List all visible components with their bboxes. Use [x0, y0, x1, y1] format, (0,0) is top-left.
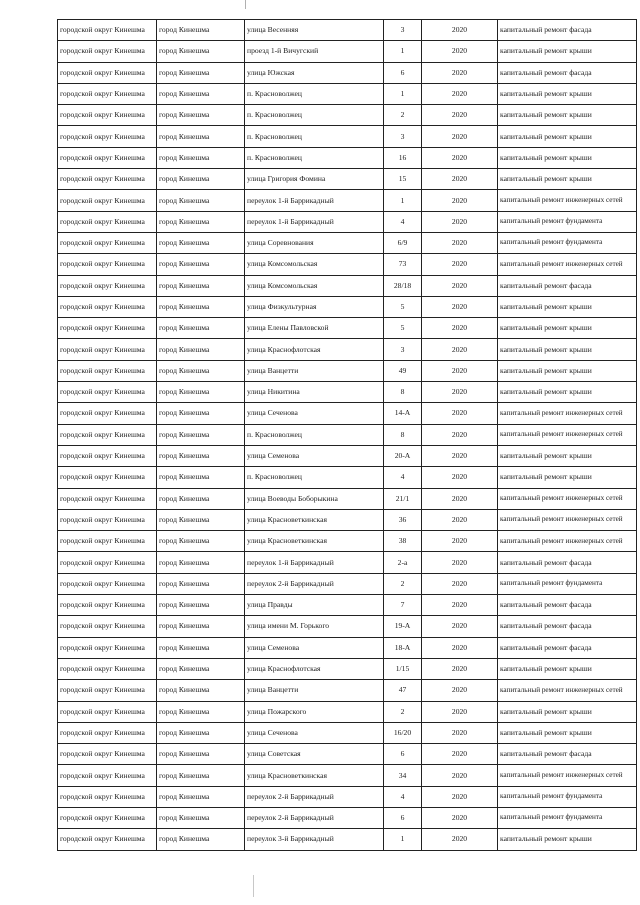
district-cell: городской округ Кинешма: [58, 169, 157, 190]
city-cell: город Кинешма: [157, 595, 245, 616]
work-type-cell: капитальный ремонт крыши: [498, 829, 637, 850]
house-number-cell: 6: [384, 744, 422, 765]
district-cell: городской округ Кинешма: [58, 360, 157, 381]
year-cell: 2020: [422, 807, 498, 828]
work-type-cell: капитальный ремонт крыши: [498, 339, 637, 360]
district-cell: городской округ Кинешма: [58, 488, 157, 509]
work-type-cell: капитальный ремонт крыши: [498, 658, 637, 679]
year-cell: 2020: [422, 83, 498, 104]
district-cell: городской округ Кинешма: [58, 637, 157, 658]
district-cell: городской округ Кинешма: [58, 382, 157, 403]
city-cell: город Кинешма: [157, 211, 245, 232]
work-type-cell: капитальный ремонт инженерных сетей: [498, 765, 637, 786]
work-type-cell: капитальный ремонт крыши: [498, 296, 637, 317]
district-cell: городской округ Кинешма: [58, 786, 157, 807]
house-number-cell: 4: [384, 211, 422, 232]
house-number-cell: 38: [384, 531, 422, 552]
district-cell: городской округ Кинешма: [58, 552, 157, 573]
table-row: [58, 147, 637, 168]
year-cell: 2020: [422, 509, 498, 530]
district-cell: городской округ Кинешма: [58, 573, 157, 594]
city-cell: город Кинешма: [157, 318, 245, 339]
scan-mark-bottom: [253, 875, 254, 897]
city-cell: город Кинешма: [157, 807, 245, 828]
street-cell: улица Ванцетти: [245, 360, 384, 381]
district-cell: городской округ Кинешма: [58, 147, 157, 168]
city-cell: город Кинешма: [157, 20, 245, 41]
year-cell: 2020: [422, 722, 498, 743]
city-cell: город Кинешма: [157, 232, 245, 253]
city-cell: город Кинешма: [157, 467, 245, 488]
work-type-cell: капитальный ремонт крыши: [498, 445, 637, 466]
street-cell: улица Ванцетти: [245, 680, 384, 701]
house-number-cell: 6: [384, 62, 422, 83]
city-cell: город Кинешма: [157, 488, 245, 509]
work-type-cell: капитальный ремонт инженерных сетей: [498, 509, 637, 530]
street-cell: переулок 1-й Баррикадный: [245, 552, 384, 573]
district-cell: городской округ Кинешма: [58, 126, 157, 147]
year-cell: 2020: [422, 680, 498, 701]
year-cell: 2020: [422, 254, 498, 275]
city-cell: город Кинешма: [157, 573, 245, 594]
year-cell: 2020: [422, 275, 498, 296]
district-cell: городской округ Кинешма: [58, 509, 157, 530]
house-number-cell: 2: [384, 701, 422, 722]
district-cell: городской округ Кинешма: [58, 467, 157, 488]
work-type-cell: капитальный ремонт инженерных сетей: [498, 190, 637, 211]
city-cell: город Кинешма: [157, 531, 245, 552]
table-row: [58, 126, 637, 147]
house-number-cell: 2: [384, 105, 422, 126]
work-type-cell: капитальный ремонт крыши: [498, 41, 637, 62]
work-type-cell: капитальный ремонт фундамента: [498, 211, 637, 232]
work-type-cell: капитальный ремонт инженерных сетей: [498, 424, 637, 445]
street-cell: улица Краснофлотская: [245, 339, 384, 360]
work-type-cell: капитальный ремонт фасада: [498, 20, 637, 41]
house-number-cell: 6: [384, 807, 422, 828]
district-cell: городской округ Кинешма: [58, 424, 157, 445]
house-number-cell: 16: [384, 147, 422, 168]
table-row: [58, 701, 637, 722]
house-number-cell: 1: [384, 829, 422, 850]
house-number-cell: 2-а: [384, 552, 422, 573]
house-number-cell: 4: [384, 786, 422, 807]
year-cell: 2020: [422, 488, 498, 509]
table-row: [58, 744, 637, 765]
year-cell: 2020: [422, 318, 498, 339]
city-cell: город Кинешма: [157, 275, 245, 296]
table-row: [58, 595, 637, 616]
house-number-cell: 34: [384, 765, 422, 786]
house-number-cell: 47: [384, 680, 422, 701]
table-row: [58, 765, 637, 786]
city-cell: город Кинешма: [157, 786, 245, 807]
table-row: [58, 531, 637, 552]
district-cell: городской округ Кинешма: [58, 403, 157, 424]
year-cell: 2020: [422, 147, 498, 168]
table-row: [58, 488, 637, 509]
street-cell: улица имени М. Горького: [245, 616, 384, 637]
street-cell: улица Весенняя: [245, 20, 384, 41]
city-cell: город Кинешма: [157, 765, 245, 786]
house-number-cell: 5: [384, 296, 422, 317]
house-number-cell: 2: [384, 573, 422, 594]
street-cell: п. Красноволжец: [245, 105, 384, 126]
table-row: [58, 573, 637, 594]
district-cell: городской округ Кинешма: [58, 829, 157, 850]
house-number-cell: 15: [384, 169, 422, 190]
work-type-cell: капитальный ремонт фасада: [498, 552, 637, 573]
house-number-cell: 8: [384, 424, 422, 445]
work-type-cell: капитальный ремонт инженерных сетей: [498, 403, 637, 424]
year-cell: 2020: [422, 190, 498, 211]
street-cell: улица Никитина: [245, 382, 384, 403]
district-cell: городской округ Кинешма: [58, 275, 157, 296]
year-cell: 2020: [422, 744, 498, 765]
city-cell: город Кинешма: [157, 126, 245, 147]
city-cell: город Кинешма: [157, 509, 245, 530]
year-cell: 2020: [422, 169, 498, 190]
registry-table-body: [58, 20, 637, 851]
work-type-cell: капитальный ремонт фасада: [498, 595, 637, 616]
house-number-cell: 1/15: [384, 658, 422, 679]
house-number-cell: 20-А: [384, 445, 422, 466]
street-cell: п. Красноволжец: [245, 147, 384, 168]
table-row: [58, 62, 637, 83]
district-cell: городской округ Кинешма: [58, 254, 157, 275]
year-cell: 2020: [422, 786, 498, 807]
year-cell: 2020: [422, 41, 498, 62]
street-cell: переулок 3-й Баррикадный: [245, 829, 384, 850]
district-cell: городской округ Кинешма: [58, 722, 157, 743]
district-cell: городской округ Кинешма: [58, 105, 157, 126]
year-cell: 2020: [422, 403, 498, 424]
city-cell: город Кинешма: [157, 424, 245, 445]
work-type-cell: капитальный ремонт фасада: [498, 62, 637, 83]
district-cell: городской округ Кинешма: [58, 680, 157, 701]
street-cell: улица Красноветкинская: [245, 509, 384, 530]
house-number-cell: 1: [384, 41, 422, 62]
district-cell: городской округ Кинешма: [58, 211, 157, 232]
street-cell: улица Комсомольская: [245, 254, 384, 275]
city-cell: город Кинешма: [157, 339, 245, 360]
work-type-cell: капитальный ремонт крыши: [498, 147, 637, 168]
street-cell: переулок 2-й Баррикадный: [245, 573, 384, 594]
city-cell: город Кинешма: [157, 616, 245, 637]
district-cell: городской округ Кинешма: [58, 595, 157, 616]
table-row: [58, 318, 637, 339]
house-number-cell: 8: [384, 382, 422, 403]
house-number-cell: 5: [384, 318, 422, 339]
city-cell: город Кинешма: [157, 552, 245, 573]
city-cell: город Кинешма: [157, 105, 245, 126]
city-cell: город Кинешма: [157, 296, 245, 317]
table-row: [58, 445, 637, 466]
street-cell: переулок 2-й Баррикадный: [245, 786, 384, 807]
table-row: [58, 105, 637, 126]
house-number-cell: 16/20: [384, 722, 422, 743]
work-type-cell: капитальный ремонт крыши: [498, 382, 637, 403]
street-cell: переулок 1-й Баррикадный: [245, 190, 384, 211]
table-row: [58, 786, 637, 807]
table-row: [58, 722, 637, 743]
work-type-cell: капитальный ремонт инженерных сетей: [498, 488, 637, 509]
district-cell: городской округ Кинешма: [58, 701, 157, 722]
district-cell: городской округ Кинешма: [58, 445, 157, 466]
city-cell: город Кинешма: [157, 360, 245, 381]
table-row: [58, 232, 637, 253]
work-type-cell: капитальный ремонт крыши: [498, 83, 637, 104]
table-row: [58, 20, 637, 41]
year-cell: 2020: [422, 232, 498, 253]
year-cell: 2020: [422, 765, 498, 786]
work-type-cell: капитальный ремонт крыши: [498, 105, 637, 126]
city-cell: город Кинешма: [157, 147, 245, 168]
table-row: [58, 680, 637, 701]
house-number-cell: 1: [384, 190, 422, 211]
year-cell: 2020: [422, 62, 498, 83]
district-cell: городской округ Кинешма: [58, 658, 157, 679]
work-type-cell: капитальный ремонт инженерных сетей: [498, 254, 637, 275]
house-number-cell: 4: [384, 467, 422, 488]
street-cell: улица Воеводы Боборыкина: [245, 488, 384, 509]
street-cell: п. Красноволжец: [245, 424, 384, 445]
work-type-cell: капитальный ремонт фасада: [498, 744, 637, 765]
city-cell: город Кинешма: [157, 62, 245, 83]
table-row: [58, 807, 637, 828]
work-type-cell: капитальный ремонт крыши: [498, 169, 637, 190]
district-cell: городской округ Кинешма: [58, 807, 157, 828]
work-type-cell: капитальный ремонт фасада: [498, 637, 637, 658]
table-row: [58, 254, 637, 275]
house-number-cell: 49: [384, 360, 422, 381]
city-cell: город Кинешма: [157, 829, 245, 850]
year-cell: 2020: [422, 658, 498, 679]
table-row: [58, 616, 637, 637]
street-cell: улица Комсомольская: [245, 275, 384, 296]
district-cell: городской округ Кинешма: [58, 62, 157, 83]
scan-mark-top: [245, 0, 246, 9]
house-number-cell: 28/18: [384, 275, 422, 296]
work-type-cell: капитальный ремонт фундамента: [498, 232, 637, 253]
street-cell: улица Красноветкинская: [245, 531, 384, 552]
street-cell: улица Семенова: [245, 445, 384, 466]
year-cell: 2020: [422, 382, 498, 403]
table-row: [58, 829, 637, 850]
work-type-cell: капитальный ремонт крыши: [498, 318, 637, 339]
year-cell: 2020: [422, 360, 498, 381]
work-type-cell: капитальный ремонт крыши: [498, 722, 637, 743]
district-cell: городской округ Кинешма: [58, 41, 157, 62]
street-cell: улица Советская: [245, 744, 384, 765]
district-cell: городской округ Кинешма: [58, 744, 157, 765]
house-number-cell: 7: [384, 595, 422, 616]
year-cell: 2020: [422, 445, 498, 466]
street-cell: п. Красноволжец: [245, 467, 384, 488]
year-cell: 2020: [422, 296, 498, 317]
repair-registry-table: [57, 19, 637, 851]
table-row: [58, 296, 637, 317]
work-type-cell: капитальный ремонт крыши: [498, 701, 637, 722]
city-cell: город Кинешма: [157, 680, 245, 701]
table-row: [58, 658, 637, 679]
table-row: [58, 403, 637, 424]
house-number-cell: 3: [384, 126, 422, 147]
city-cell: город Кинешма: [157, 744, 245, 765]
city-cell: город Кинешма: [157, 722, 245, 743]
city-cell: город Кинешма: [157, 83, 245, 104]
street-cell: п. Красноволжец: [245, 126, 384, 147]
table-row: [58, 637, 637, 658]
street-cell: улица Южская: [245, 62, 384, 83]
work-type-cell: капитальный ремонт крыши: [498, 360, 637, 381]
city-cell: город Кинешма: [157, 637, 245, 658]
street-cell: переулок 1-й Баррикадный: [245, 211, 384, 232]
year-cell: 2020: [422, 637, 498, 658]
street-cell: улица Красноветкинская: [245, 765, 384, 786]
city-cell: город Кинешма: [157, 169, 245, 190]
table-row: [58, 552, 637, 573]
year-cell: 2020: [422, 126, 498, 147]
district-cell: городской округ Кинешма: [58, 296, 157, 317]
year-cell: 2020: [422, 339, 498, 360]
year-cell: 2020: [422, 573, 498, 594]
district-cell: городской округ Кинешма: [58, 339, 157, 360]
table-row: [58, 169, 637, 190]
year-cell: 2020: [422, 20, 498, 41]
year-cell: 2020: [422, 829, 498, 850]
city-cell: город Кинешма: [157, 445, 245, 466]
house-number-cell: 18-А: [384, 637, 422, 658]
table-row: [58, 190, 637, 211]
house-number-cell: 14-А: [384, 403, 422, 424]
table-row: [58, 275, 637, 296]
table-row: [58, 360, 637, 381]
year-cell: 2020: [422, 211, 498, 232]
table-row: [58, 424, 637, 445]
table-row: [58, 41, 637, 62]
house-number-cell: 1: [384, 83, 422, 104]
table-row: [58, 467, 637, 488]
work-type-cell: капитальный ремонт инженерных сетей: [498, 531, 637, 552]
year-cell: 2020: [422, 467, 498, 488]
city-cell: город Кинешма: [157, 41, 245, 62]
street-cell: улица Физкультурная: [245, 296, 384, 317]
district-cell: городской округ Кинешма: [58, 190, 157, 211]
table-row: [58, 509, 637, 530]
house-number-cell: 21/1: [384, 488, 422, 509]
city-cell: город Кинешма: [157, 658, 245, 679]
street-cell: улица Краснофлотская: [245, 658, 384, 679]
street-cell: проезд 1-й Вичугский: [245, 41, 384, 62]
table-row: [58, 211, 637, 232]
street-cell: п. Красноволжец: [245, 83, 384, 104]
street-cell: улица Сеченова: [245, 722, 384, 743]
work-type-cell: капитальный ремонт фасада: [498, 616, 637, 637]
street-cell: улица Елены Павловской: [245, 318, 384, 339]
table-row: [58, 83, 637, 104]
district-cell: городской округ Кинешма: [58, 531, 157, 552]
house-number-cell: 73: [384, 254, 422, 275]
house-number-cell: 36: [384, 509, 422, 530]
year-cell: 2020: [422, 701, 498, 722]
city-cell: город Кинешма: [157, 190, 245, 211]
district-cell: городской округ Кинешма: [58, 616, 157, 637]
year-cell: 2020: [422, 531, 498, 552]
year-cell: 2020: [422, 595, 498, 616]
street-cell: переулок 2-й Баррикадный: [245, 807, 384, 828]
year-cell: 2020: [422, 616, 498, 637]
work-type-cell: капитальный ремонт крыши: [498, 467, 637, 488]
district-cell: городской округ Кинешма: [58, 83, 157, 104]
street-cell: улица Соревнования: [245, 232, 384, 253]
work-type-cell: капитальный ремонт крыши: [498, 126, 637, 147]
house-number-cell: 19-А: [384, 616, 422, 637]
work-type-cell: капитальный ремонт фундамента: [498, 786, 637, 807]
street-cell: улица Пожарского: [245, 701, 384, 722]
street-cell: улица Григория Фомина: [245, 169, 384, 190]
table-row: [58, 339, 637, 360]
house-number-cell: 6/9: [384, 232, 422, 253]
street-cell: улица Правды: [245, 595, 384, 616]
district-cell: городской округ Кинешма: [58, 232, 157, 253]
house-number-cell: 3: [384, 339, 422, 360]
city-cell: город Кинешма: [157, 701, 245, 722]
district-cell: городской округ Кинешма: [58, 20, 157, 41]
year-cell: 2020: [422, 105, 498, 126]
work-type-cell: капитальный ремонт фундамента: [498, 573, 637, 594]
year-cell: 2020: [422, 552, 498, 573]
street-cell: улица Семенова: [245, 637, 384, 658]
work-type-cell: капитальный ремонт фундамента: [498, 807, 637, 828]
city-cell: город Кинешма: [157, 382, 245, 403]
city-cell: город Кинешма: [157, 254, 245, 275]
year-cell: 2020: [422, 424, 498, 445]
district-cell: городской округ Кинешма: [58, 318, 157, 339]
work-type-cell: капитальный ремонт инженерных сетей: [498, 680, 637, 701]
district-cell: городской округ Кинешма: [58, 765, 157, 786]
street-cell: улица Сеченова: [245, 403, 384, 424]
house-number-cell: 3: [384, 20, 422, 41]
city-cell: город Кинешма: [157, 403, 245, 424]
work-type-cell: капитальный ремонт фасада: [498, 275, 637, 296]
table-row: [58, 382, 637, 403]
